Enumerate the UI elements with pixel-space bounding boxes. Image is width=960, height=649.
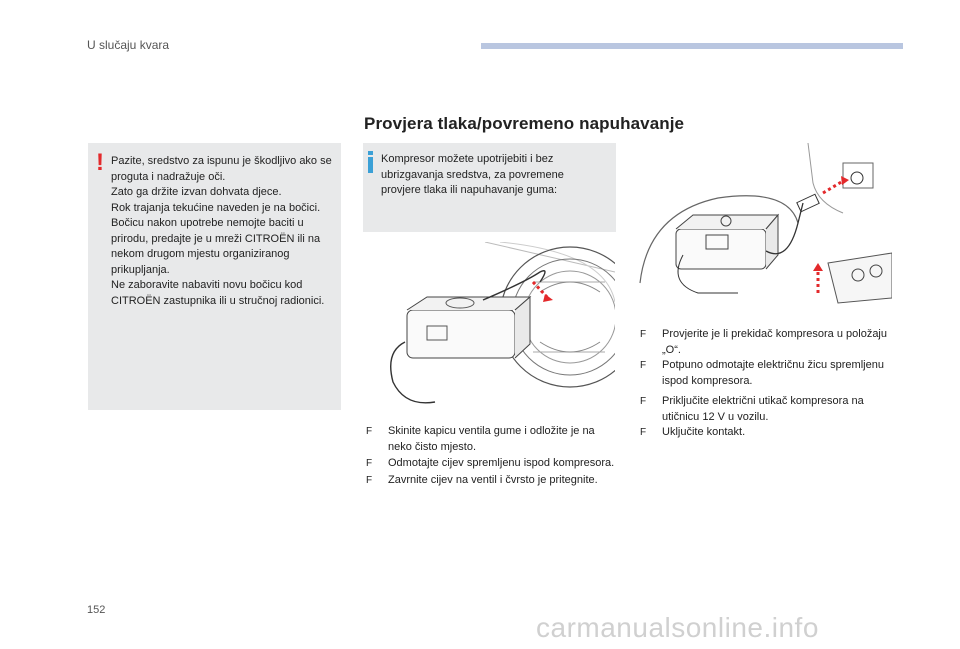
bullet-icon: F: [640, 396, 647, 407]
steps-list-power: [638, 394, 898, 441]
watermark: carmanualsonline.info: [536, 612, 819, 643]
warning-box: [88, 143, 341, 410]
bullet-icon: F: [366, 458, 373, 469]
list-item: F Priključite električni utikač kompresora na utičnicu 12 V u vozilu.: [640, 395, 864, 423]
steps-list-connect-valve: [364, 424, 619, 489]
power-socket-illustration: [638, 143, 892, 305]
bullet-icon: F: [640, 427, 647, 438]
header-bar: [481, 43, 903, 49]
info-box: [363, 143, 616, 232]
warning-text: [111, 154, 337, 309]
bullet-icon: F: [366, 474, 373, 486]
page-number: 152: [87, 604, 106, 616]
bullet-icon: F: [366, 426, 373, 437]
list-item: F Zavrnite cijev na ventil i čvrsto je pritegnite.: [364, 473, 619, 489]
list-item: F Potpuno odmotajte električnu žicu spremljenu ispod kompresora.: [640, 359, 884, 387]
section-header: U slučaju kvara: [87, 38, 170, 52]
steps-list-prepare: [638, 327, 898, 389]
list-item: F Odmotajte cijev spremljenu ispod kompresora.: [364, 456, 619, 472]
tyre-valve-illustration: [365, 242, 615, 412]
info-text: Kompresor možete upotrijebiti i bez ubrizgavanja sredstva, za povremene provjere tlaka ili napuhavanje guma:: [381, 153, 564, 196]
bullet-icon: F: [640, 329, 647, 340]
list-item: F Uključite kontakt.: [638, 425, 898, 441]
info-icon: [368, 151, 373, 173]
warning-text-content: Pazite, sredstvo za ispunu je škodljivo ako se proguta i nadražuje oči. Zato ga držite izvan dohvata djece. Rok trajanja tekućine naveden je na bočici. Bočicu nakon upotrebe nemojte baciti u prirodu, predajte je u mreži CITROËN ili na nekom drugom mjestu organiziranog prikupljanja. Ne zaboravite nabaviti novu bočicu kod CITROËN zastupnika ili u stručnoj radionici.: [111, 155, 332, 307]
exclamation-icon: !: [96, 149, 104, 176]
list-item: F Provjerite je li prekidač kompresora u položaju „O“.: [640, 328, 887, 356]
bullet-icon: F: [640, 360, 647, 371]
page-title: Provjera tlaka/povremeno napuhavanje: [364, 114, 685, 133]
list-item: F Skinite kapicu ventila gume i odložite je na neko čisto mjesto.: [366, 425, 595, 453]
